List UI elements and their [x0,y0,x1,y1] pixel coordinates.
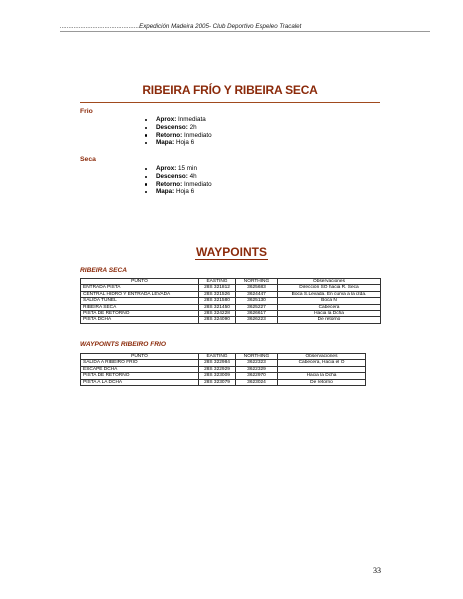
page-number: 33 [373,566,381,575]
table-cell: SALIDA TUNEL [81,298,199,304]
info-value: 2h [187,123,197,131]
col-header: NORTHING [236,279,278,285]
table-row [81,373,366,379]
table-cell: 28S 324090 [199,317,236,323]
table-cell: De retorno [278,317,381,323]
table-cell: ENTRADA PISTA [81,285,199,291]
table-cell: PISTA DE RETORNO [81,310,199,316]
table-cell: 3626617 [236,310,278,316]
info-list-frio [145,116,212,147]
table-cell: 28S 321812 [199,285,236,291]
waypoints-table-frio [80,353,366,386]
table-cell: 28S 322929 [199,366,236,372]
info-item [145,181,212,189]
info-item [145,165,212,173]
info-list-seca [145,165,212,196]
info-item [145,116,212,124]
col-header: PUNTO [81,279,199,285]
info-value: Inmediato [182,131,212,139]
table-cell: Cabecera [278,304,381,310]
table-row [81,379,366,385]
table-title-ribeira-seca: RIBEIRA SECA [80,267,128,274]
section-label-frio: Frio [80,108,93,115]
table-cell: 3626223 [236,317,278,323]
info-key: Descenso: [156,123,188,131]
table-title-ribeiro-frio: WAYPOINTS RIBEIRO FRIO [80,341,166,348]
info-key: Retorno: [156,131,183,139]
info-value: 4h [187,172,197,180]
table-row [81,317,381,323]
info-key: Retorno: [156,180,183,188]
table-cell: 28S 321580 [199,298,236,304]
info-value: 15 min [176,165,197,172]
waypoints-table-seca [80,278,381,324]
table-cell: Boca N [278,298,381,304]
info-value: Hoja 6 [174,139,195,147]
table-cell: Cabecera, Hacia el O [278,360,366,366]
table-cell: PISTA DCHA [81,317,199,323]
table-cell: 3624447 [236,291,278,297]
table-cell: Hacia la Dcha [278,373,366,379]
table-cell: PISTA A LA DCHA [81,379,199,385]
table-cell: RIBEIRA SECA [81,304,199,310]
table-cell: 3623024 [236,379,278,385]
table-cell: 28S 321526 [199,291,236,297]
page-title: RIBEIRA FRÍO Y RIBEIRA SECA [142,83,318,97]
section-label-seca: Seca [80,156,96,163]
info-key: Mapa: [156,188,175,196]
table-cell: Hacia la Dcha [278,310,381,316]
info-item [145,173,212,181]
info-key: Aprox: [156,165,177,172]
table-cell: 3625130 [236,298,278,304]
info-item [145,124,212,132]
table-row [81,360,366,366]
info-key: Descenso: [156,172,188,180]
info-value: Inmediato [182,180,212,188]
table-cell: 3622329 [236,366,278,372]
table-cell: Boca S.Levada. En curva a la izda. [278,291,381,297]
table-cell: ESCAPE DCHA [81,366,199,372]
waypoints-title-text: WAYPOINTS [196,245,267,259]
info-key: Aprox: [156,116,177,123]
table-cell: Dirección SO hacia R. Seca [278,285,381,291]
info-item [145,132,212,140]
info-item [145,188,212,196]
col-header: PUNTO [81,354,199,360]
col-header: Observaciones [278,354,366,360]
page-title-block [80,81,380,103]
table-cell: 28S 321450 [199,304,236,310]
info-item [145,139,212,147]
table-cell: 3625683 [236,285,278,291]
table-cell: 3622323 [236,360,278,366]
waypoints-title [0,245,463,259]
table-cell: 28S 323079 [199,379,236,385]
table-cell: PISTA DE RETORNO [81,373,199,379]
col-header: NORTHING [236,354,278,360]
table-cell: 28S 323009 [199,373,236,379]
info-key: Mapa: [156,139,175,147]
table-cell: 28S 322984 [199,360,236,366]
page-header: ..............................................Expedición Madeira 2005- Club Deportivo Espeleo Tracalet [60,23,430,32]
table-cell: De retorno [278,379,366,385]
table-cell: 3625227 [236,304,278,310]
table-cell: SALIDA A RIBEIRO FRIO [81,360,199,366]
table-cell: CENTRAL HIDRO Y ENTRADA LEVADA [81,291,199,297]
col-header: EASTING [199,354,236,360]
col-header: EASTING [199,279,236,285]
info-value: Inmediata [176,116,206,123]
col-header: Observaciones [278,279,381,285]
table-cell: 28S 324228 [199,310,236,316]
table-cell: 3622970 [236,373,278,379]
info-value: Hoja 6 [174,188,195,196]
